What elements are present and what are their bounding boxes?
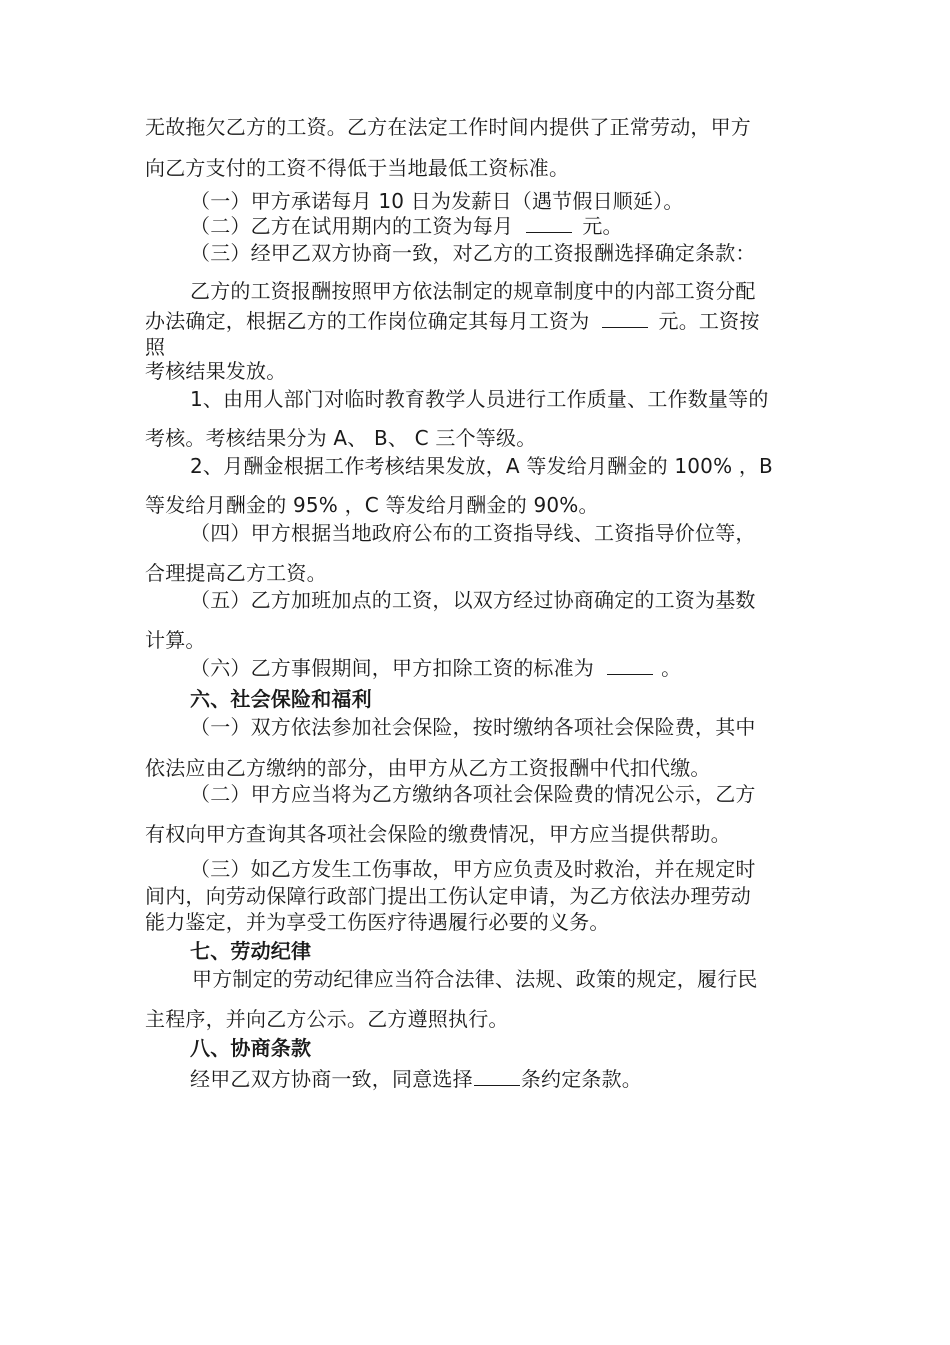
paragraph-line: 等发给月酬金的 95% ，C 等发给月酬金的 90%。 bbox=[145, 493, 599, 517]
clause-text: 元。 bbox=[582, 214, 623, 238]
clause-probation-wage bbox=[190, 213, 623, 239]
paragraph-line: 计算。 bbox=[145, 628, 206, 652]
clause-text: 办法确定，根据乙方的工作岗位确定其每月工资为 bbox=[145, 309, 590, 333]
paragraph-line: 主程序，并向乙方公示。乙方遵照执行。 bbox=[145, 1007, 509, 1031]
section-heading: 六、社会保险和福利 bbox=[190, 687, 372, 711]
paragraph-line: 考核。考核结果分为 A、 B、 C 三个等级。 bbox=[145, 426, 537, 450]
paragraph-line: 无故拖欠乙方的工资。乙方在法定工作时间内提供了正常劳动，甲方 bbox=[145, 115, 751, 139]
paragraph-line: 有权向甲方查询其各项社会保险的缴费情况，甲方应当提供帮助。 bbox=[145, 822, 731, 846]
clause-text: 。 bbox=[661, 656, 682, 680]
blank-field bbox=[602, 309, 648, 328]
paragraph-line: 乙方的工资报酬按照甲方依法制定的规章制度中的内部工资分配 bbox=[190, 279, 756, 303]
blank-field bbox=[526, 214, 572, 233]
paragraph-line: （一）双方依法参加社会保险，按时缴纳各项社会保险费，其中 bbox=[190, 715, 756, 739]
paragraph-line: 合理提高乙方工资。 bbox=[145, 561, 327, 585]
clause-text: （六）乙方事假期间，甲方扣除工资的标准为 bbox=[190, 656, 594, 680]
paragraph-line: （五）乙方加班加点的工资，以双方经过协商确定的工资为基数 bbox=[190, 588, 756, 612]
clause-text: （二）乙方在试用期内的工资为每月 bbox=[190, 214, 514, 238]
clause-wage-option: （三）经甲乙双方协商一致，对乙方的工资报酬选择确定条款： bbox=[190, 241, 756, 265]
paragraph-line: 考核结果发放。 bbox=[145, 359, 287, 383]
clause-payday: （一）甲方承诺每月 10 日为发薪日（遇节假日顺延）。 bbox=[190, 189, 684, 213]
clause-negotiation bbox=[190, 1066, 642, 1092]
paragraph-line: （二）甲方应当将为乙方缴纳各项社会保险费的情况公示，乙方 bbox=[190, 782, 756, 806]
paragraph-line bbox=[145, 308, 760, 334]
paragraph-line: （四）甲方根据当地政府公布的工资指导线、工资指导价位等， bbox=[190, 521, 756, 545]
clause-leave-deduction bbox=[190, 655, 681, 681]
clause-text: 条约定条款。 bbox=[520, 1067, 643, 1091]
clause-text: 经甲乙双方协商一致，同意选择 bbox=[190, 1067, 473, 1091]
paragraph-line: 依法应由乙方缴纳的部分，由甲方从乙方工资报酬中代扣代缴。 bbox=[145, 756, 711, 780]
section-heading: 八、协商条款 bbox=[190, 1036, 312, 1060]
paragraph-line: 能力鉴定，并为享受工伤医疗待遇履行必要的义务。 bbox=[145, 910, 610, 934]
paragraph-line: 照 bbox=[145, 335, 166, 359]
paragraph-line: 1、由用人部门对临时教育教学人员进行工作质量、工作数量等的 bbox=[190, 387, 769, 411]
paragraph-line: 向乙方支付的工资不得低于当地最低工资标准。 bbox=[145, 156, 570, 180]
blank-field bbox=[474, 1067, 520, 1086]
paragraph-line: 2、月酬金根据工作考核结果发放，A 等发给月酬金的 100% ，B bbox=[190, 454, 773, 478]
blank-field bbox=[607, 656, 653, 675]
paragraph-line: （三）如乙方发生工伤事故，甲方应负责及时救治，并在规定时 bbox=[190, 857, 756, 881]
paragraph-line: 间内，向劳动保障行政部门提出工伤认定申请，为乙方依法办理劳动 bbox=[145, 884, 751, 908]
clause-text: 元。工资按 bbox=[658, 309, 760, 333]
paragraph-line: 甲方制定的劳动纪律应当符合法律、法规、政策的规定，履行民 bbox=[192, 967, 758, 991]
section-heading: 七、劳动纪律 bbox=[190, 939, 312, 963]
